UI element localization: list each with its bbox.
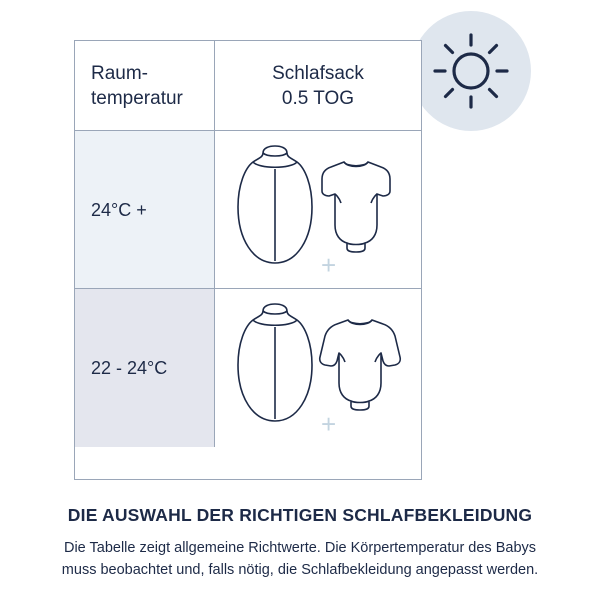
- clothing-guide-table: [74, 40, 422, 480]
- garment-cell-2: [215, 289, 421, 447]
- garment-group-2: [215, 289, 421, 447]
- temperature-value-1: 24°C +: [91, 199, 147, 220]
- sun-badge: [411, 11, 531, 131]
- table-row: [75, 131, 421, 289]
- temperature-value-2: 22 - 24°C: [91, 358, 168, 378]
- header-cell-sleeping-bag: [215, 41, 421, 130]
- garment-cell-1: [215, 131, 421, 288]
- table-row: [75, 289, 421, 447]
- header-room-temperature-line1: Raum-: [91, 62, 149, 84]
- short-sleeve-bodysuit-icon: [317, 155, 395, 255]
- caption-block: [0, 505, 600, 581]
- combiner-plus-2: +: [321, 409, 337, 439]
- temperature-cell-2: [75, 289, 215, 447]
- caption-title: DIE AUSWAHL DER RICHTIGEN SCHLAFBEKLEIDUNG: [67, 505, 533, 525]
- table-header-row: [75, 41, 421, 131]
- sleeping-bag-icon: [233, 143, 317, 267]
- sleeping-bag-icon: [233, 301, 317, 425]
- header-room-temperature-line2: temperatur: [91, 87, 183, 109]
- sun-icon: [411, 11, 531, 131]
- temperature-cell-1: [75, 131, 215, 288]
- long-sleeve-bodysuit-icon: [317, 313, 403, 413]
- caption-line-1: Die Tabelle zeigt allgemeine Richtwerte. Die Körpertemperatur des Babys: [63, 540, 537, 556]
- combiner-plus-1: +: [321, 250, 337, 280]
- header-sleeping-bag-line2: 0.5 TOG: [281, 87, 355, 109]
- garment-group-1: [215, 131, 421, 288]
- caption-line-2: muss beobachtet und, falls nötig, die Schlafbekleidung angepasst werden.: [61, 562, 539, 578]
- header-sleeping-bag-line1: Schlafsack: [272, 62, 364, 84]
- header-cell-room-temperature: [75, 41, 215, 130]
